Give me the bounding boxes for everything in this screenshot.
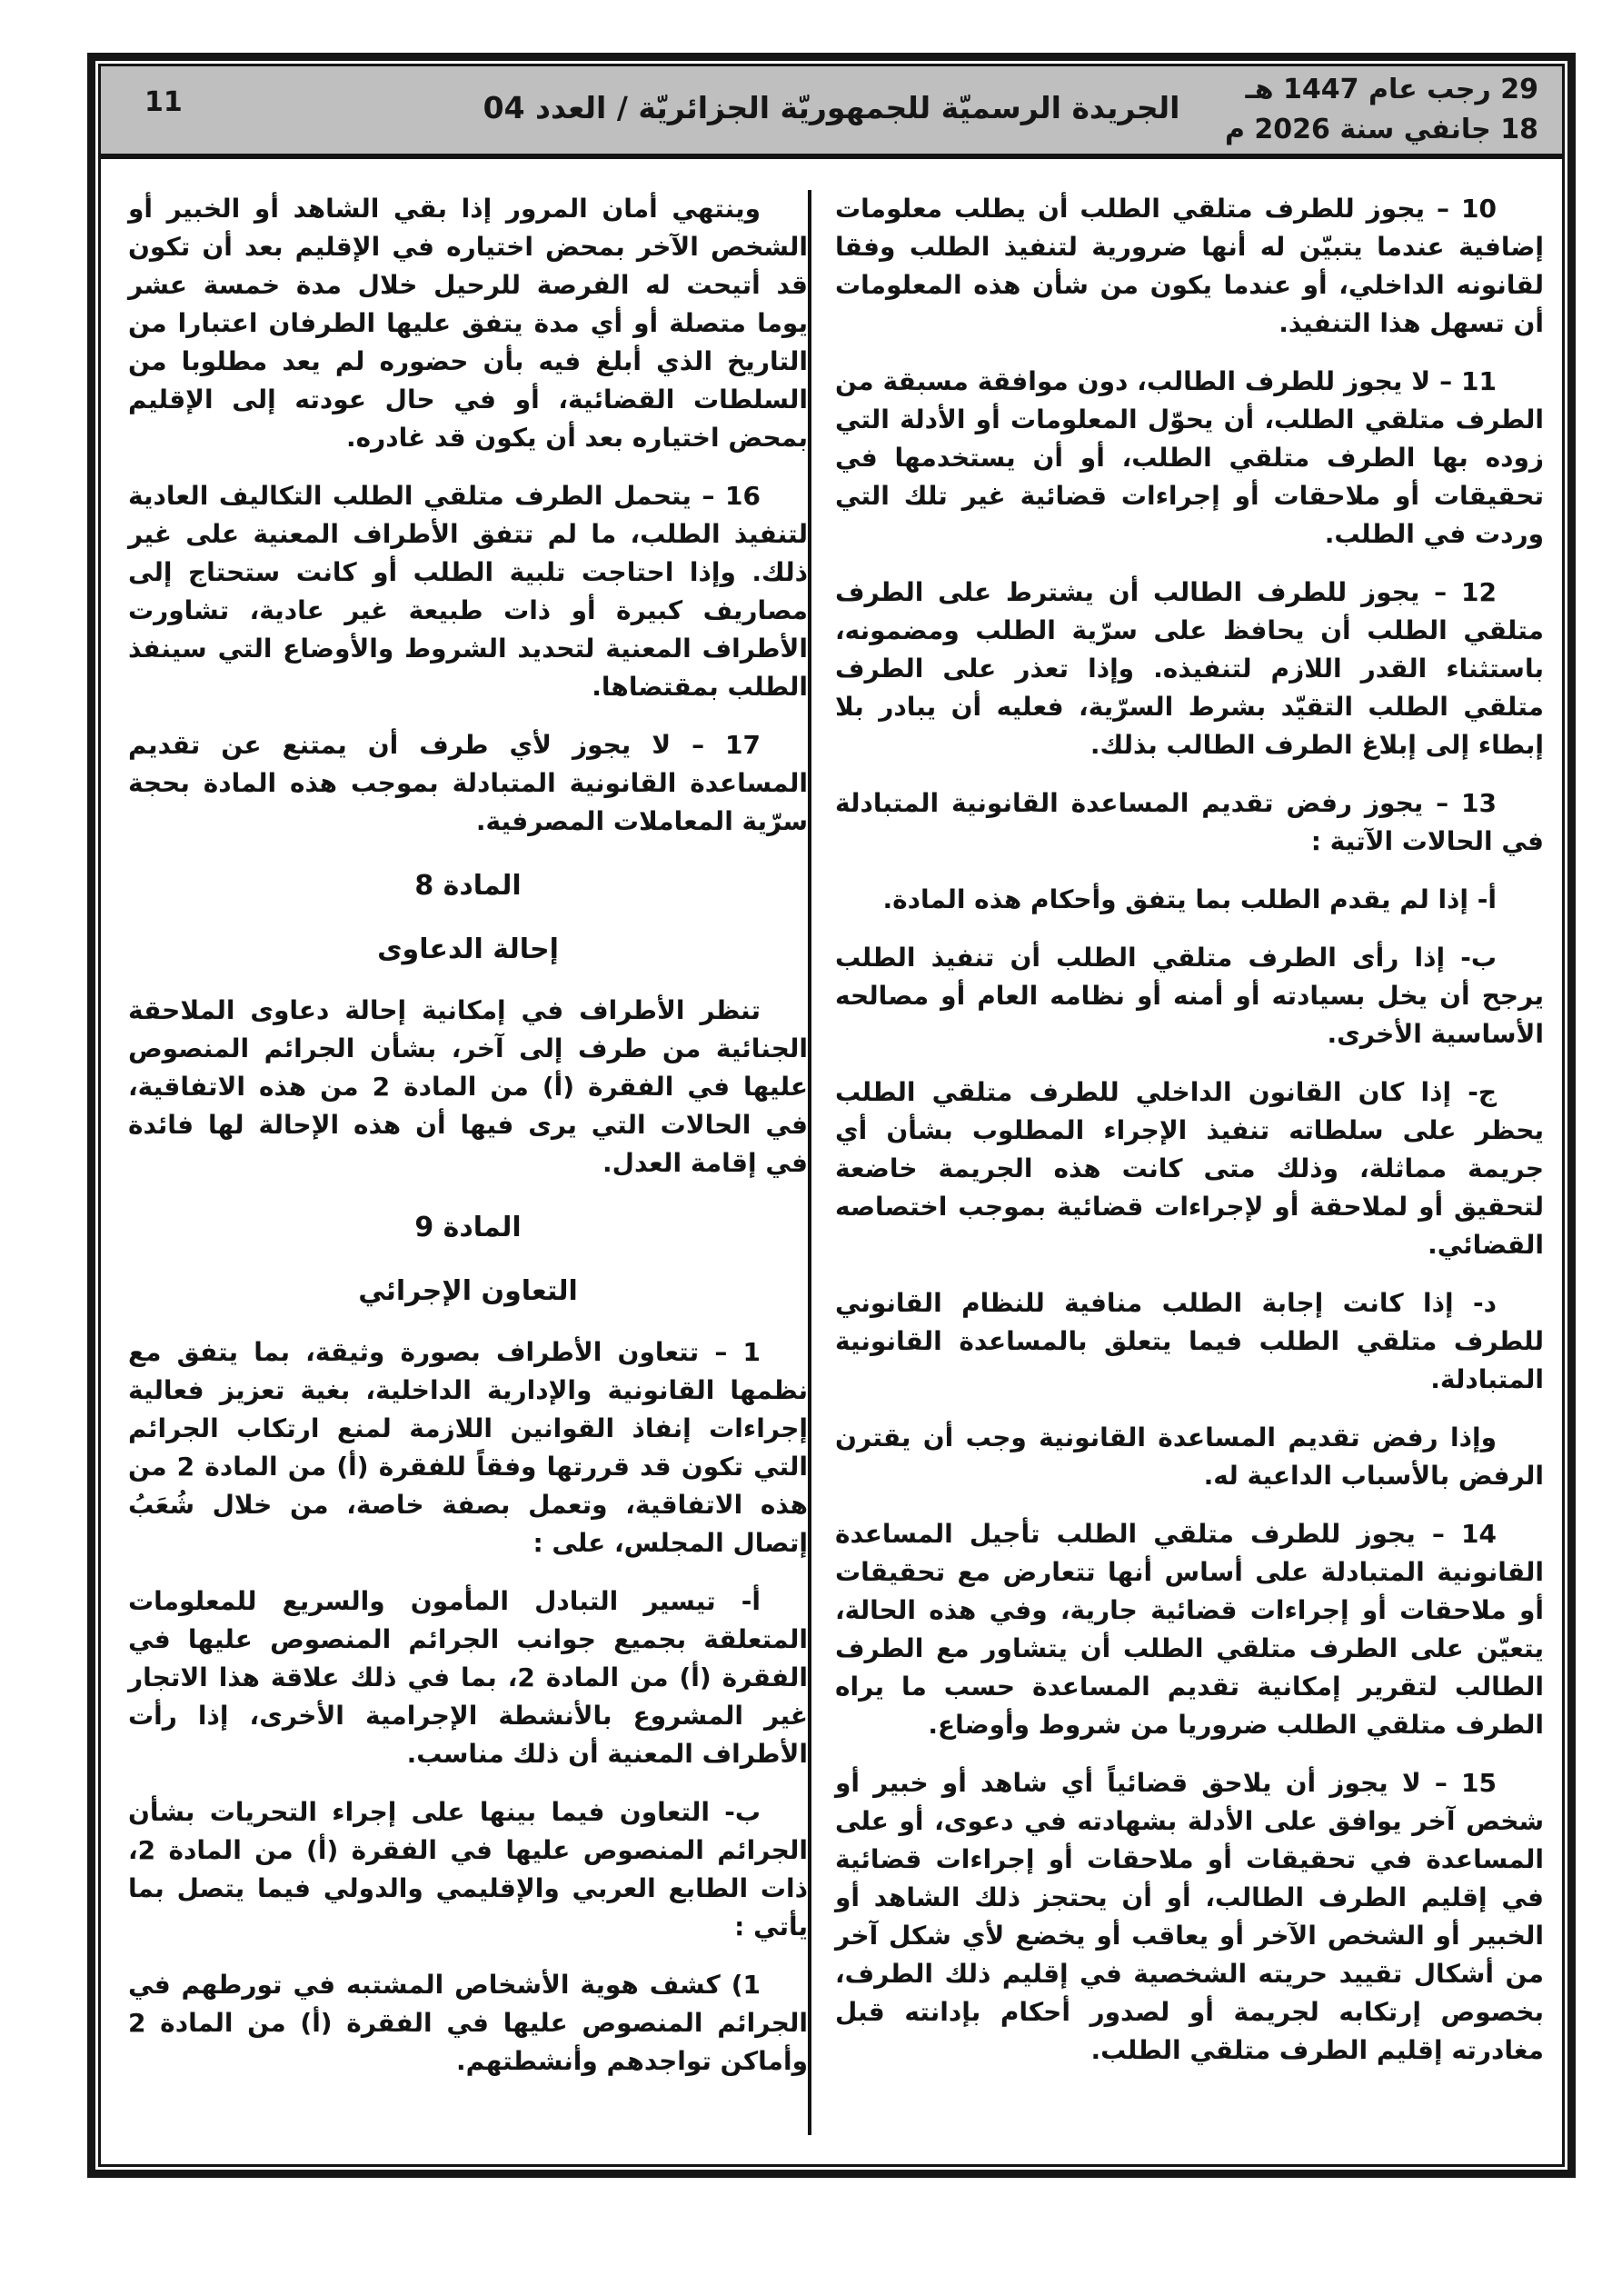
body-paragraph: د- إذا كانت إجابة الطلب منافية للنظام القانوني للطرف متلقي الطلب فيما يتعلق بالمساعدة القانونية المتبادلة. <box>835 1288 1544 1394</box>
body-paragraph: تنظر الأطراف في إمكانية إحالة دعاوى الملاحقة الجنائية من طرف إلى آخر، بشأن الجرائم المنصوص عليها في الفقرة (أ) من المادة 2 من هذه الاتفاقية، في الحالات التي يرى فيها أن هذه الإحالة لها فائدة في إقامة العدل. <box>128 995 808 1178</box>
column-left <box>128 190 808 2101</box>
body-paragraph: أ- تيسير التبادل المأمون والسريع للمعلومات المتعلقة بجميع جوانب الجرائم المنصوص عليها في الفقرة (أ) من المادة 2، بما في ذلك علاقة هذا الاتجار غير المشروع بالأنشطة الإجرامية الأخرى، إذا رأت الأطراف المعنية أن ذلك مناسب. <box>128 1586 809 1769</box>
date-gregorian: 18 جانفي سنة 2026 م <box>1224 114 1538 145</box>
column-right <box>835 190 1544 2090</box>
article-heading: المادة 8 <box>414 870 522 902</box>
body-paragraph: 13 – يجوز رفض تقديم المساعدة القانونية المتبادلة في الحالات الآتية : <box>835 788 1544 856</box>
body-paragraph: 14 – يجوز للطرف متلقي الطلب تأجيل المساعدة القانونية المتبادلة على أساس أنها تتعارض مع تحقيقات أو ملاحقات أو إجراءات قضائية جارية، وفي هذه الحالة، يتعيّن على الطرف متلقي الطلب أن يتشاور مع الطرف الطالب لتقرير إمكانية تقديم المساعدة حسب ما يراه الطرف متلقي الطلب ضروريا من شروط وأوضاع. <box>835 1519 1544 1740</box>
body-paragraph: ج- إذا كان القانون الداخلي للطرف متلقي الطلب يحظر على سلطاته تنفيذ الإجراء المطلوب بشأن أي جريمة مماثلة، وذلك متى كانت هذه الجريمة خاضعة لتحقيق أو لملاحقة أو لإجراءات قضائية بموجب اختصاصه القضائي. <box>835 1077 1544 1260</box>
body-paragraph: 15 – لا يجوز أن يلاحق قضائياً أي شاهد أو خبير أو شخص آخر يوافق على الأدلة بشهادته في دعوى، أو على المساعدة في تحقيقات أو ملاحقات أو إجراءات قضائية في إقليم الطرف الطالب، أو أن يحتجز ذلك الشاهد أو الخبير أو الشخص الآخر أو يعاقب أو يخضع لأي شكل آخر من أشكال تقييد حريته الشخصية في إقليم ذلك الطرف، بخصوص إرتكابه لجريمة أو لصدور أحكام بإدانته قبل مغادرته إقليم الطرف متلقي الطلب. <box>835 1768 1544 2065</box>
body-paragraph: 17 – لا يجوز لأي طرف أن يمتنع عن تقديم المساعدة القانونية المتبادلة بموجب هذه المادة بحجة سرّية المعاملات المصرفية. <box>128 730 808 836</box>
body-paragraph: أ- إذا لم يقدم الطلب بما يتفق وأحكام هذه المادة. <box>882 884 1497 914</box>
body-paragraph: ب- التعاون فيما بينها على إجراء التحريات بشأن الجرائم المنصوص عليها في الفقرة (أ) من المادة 2، ذات الطابع العربي والإقليمي والدولي فيما يتصل بما يأتي : <box>128 1797 808 1942</box>
column-divider <box>808 190 811 2135</box>
body-paragraph: وإذا رفض تقديم المساعدة القانونية وجب أن يقترن الرفض بالأسباب الداعية له. <box>835 1423 1544 1491</box>
article-heading: إحالة الدعاوى <box>377 933 559 965</box>
page-body <box>101 159 1562 2164</box>
page-frame <box>87 53 1576 2178</box>
date-hijri: 29 رجب عام 1447 هـ <box>1245 74 1538 105</box>
journal-title: الجريدة الرسميّة للجمهوريّة الجزائريّة / العدد 04 <box>483 90 1180 125</box>
article-heading: التعاون الإجرائي <box>358 1275 578 1307</box>
page-frame-inner <box>98 64 1565 2167</box>
body-paragraph: 12 – يجوز للطرف الطالب أن يشترط على الطرف متلقي الطلب أن يحافظ على سرّية الطلب ومضمونه، باستثناء القدر اللازم لتنفيذه. وإذا تعذر على الطرف متلقي الطلب التقيّد بشرط السرّية، فعليه أن يبادر بلا إبطاء إلى إبلاغ الطرف الطالب بذلك. <box>835 577 1544 760</box>
masthead <box>101 66 1562 159</box>
body-paragraph: ب- إذا رأى الطرف متلقي الطلب أن تنفيذ الطلب يرجح أن يخل بسيادته أو أمنه أو نظامه العام أو مصالحه الأساسية الأخرى. <box>835 943 1544 1049</box>
body-paragraph: 16 – يتحمل الطرف متلقي الطلب التكاليف العادية لتنفيذ الطلب، ما لم تتفق الأطراف المعنية على غير ذلك. وإذا احتاجت تلبية الطلب أو كانت ستحتاج إلى مصاريف كبيرة أو ذات طبيعة غير عادية، تشاورت الأطراف المعنية لتحديد الشروط والأوضاع التي سينفذ الطلب بمقتضاها. <box>128 481 808 702</box>
body-paragraph: 1 – تتعاون الأطراف بصورة وثيقة، بما يتفق مع نظمها القانونية والإدارية الداخلية، بغية تعزيز فعالية إجراءات إنفاذ القوانين اللازمة لمنع ارتكاب الجرائم التي تكون قد قررتها وفقاً للفقرة (أ) من المادة 2 من هذه الاتفاقية، وتعمل بصفة خاصة، من خلال شُعَبُ إتصال المجلس، على : <box>128 1337 808 1558</box>
page-number: 11 <box>144 86 183 118</box>
body-paragraph: وينتهي أمان المرور إذا بقي الشاهد أو الخبير أو الشخص الآخر بمحض اختياره في الإقليم بعد أن تكون قد أتيحت له الفرصة للرحيل خلال مدة خمسة عشر يوما متصلة أو أي مدة يتفق عليها الطرفان اعتبارا من التاريخ الذي أبلغ فيه بأن حضوره لم يعد مطلوبا من السلطات القضائية، أو في حال عودته إلى الإقليم بمحض اختياره بعد أن يكون قد غادره. <box>128 194 808 453</box>
body-paragraph: 11 – لا يجوز للطرف الطالب، دون موافقة مسبقة من الطرف متلقي الطلب، أن يحوّل المعلومات أو الأدلة التي زوده بها الطرف متلقي الطلب، أو أن يستخدمها في تحقيقات أو ملاحقات أو إجراءات قضائية غير تلك التي وردت في الطلب. <box>835 366 1544 549</box>
article-heading: المادة 9 <box>414 1212 522 1243</box>
body-paragraph: 10 – يجوز للطرف متلقي الطلب أن يطلب معلومات إضافية عندما يتبيّن له أنها ضرورية لتنفيذ الطلب وفقا لقانونه الداخلي، أو عندما يكون من شأن هذه المعلومات أن تسهل هذا التنفيذ. <box>835 194 1544 338</box>
body-paragraph: 1) كشف هوية الأشخاص المشتبه في تورطهم في الجرائم المنصوص عليها في الفقرة (أ) من المادة 2 وأماكن تواجدهم وأنشطتهم. <box>128 1970 808 2076</box>
issue-dates <box>1225 70 1538 150</box>
